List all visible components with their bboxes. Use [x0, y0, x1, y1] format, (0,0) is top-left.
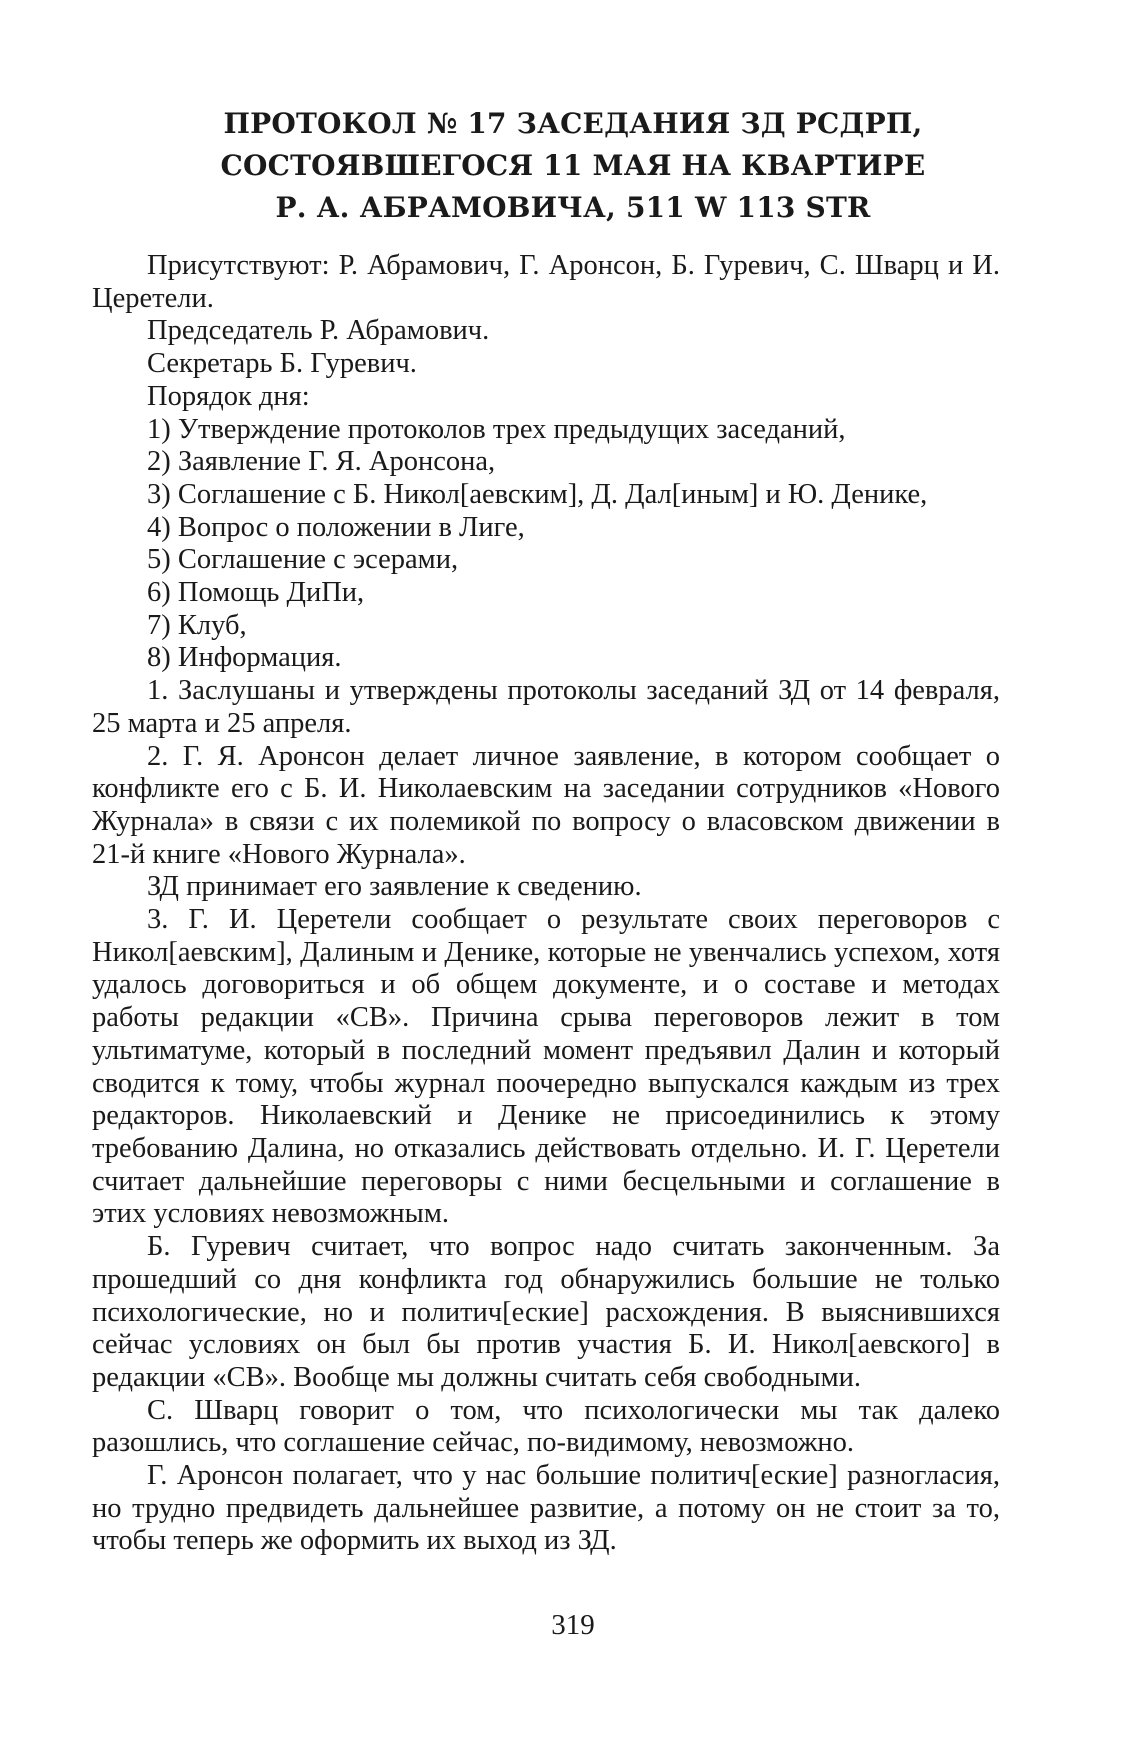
agenda-heading: Порядок дня: [147, 380, 310, 412]
document-body [92, 250, 1000, 1558]
agenda-item: 5) Соглашение с эсерами, [147, 544, 459, 576]
agenda-item: 6) Помощь ДиПи, [147, 577, 365, 609]
title-line: ПРОТОКОЛ № 17 ЗАСЕДАНИЯ ЗД РСДРП, [223, 107, 923, 140]
secretary-line: Секретарь Б. Гуревич. [147, 348, 417, 380]
page-number: 319 [551, 1609, 595, 1641]
title-line: Р. А. АБРАМОВИЧА, 511 W 113 STR [275, 191, 871, 224]
body-paragraph: ЗД принимает его заявление к сведению. [147, 871, 642, 903]
body-paragraph: Б. Гуревич считает, что вопрос надо считать законченным. За прошедший со дня конфликта год обнаружились большие не только психологические, но и политич[еские] расхождения. В выяснившихся сейчас условиях он был бы против участия Б. И. Никол[аевского] в редакции «СВ». Вообще мы должны считать себя свободными. [92, 1231, 1000, 1393]
agenda-item: 4) Вопрос о положении в Лиге, [147, 511, 525, 543]
body-paragraph: Г. Аронсон полагает, что у нас большие политич[еские] разногласия, но трудно предвидеть дальнейшее развитие, а потому он не стоит за то, чтобы теперь же оформить их выход из ЗД. [92, 1460, 1000, 1557]
agenda-item: 3) Соглашение с Б. Никол[аевским], Д. Дал[иным] и Ю. Денике, [147, 478, 928, 510]
agenda-item: 1) Утверждение протоколов трех предыдущих заседаний, [147, 413, 846, 445]
body-paragraph: 2. Г. Я. Аронсон делает личное заявление, в котором сообщает о конфликте его с Б. И. Николаевским на заседании сотрудников «Нового Журнала» в связи с их полемикой по вопросу о власовском движении в 21-й книге «Нового Журнала». [92, 740, 1000, 870]
attendees-paragraph: Присутствуют: Р. Абрамович, Г. Аронсон, Б. Гуревич, С. Шварц и И. Церетели. [92, 250, 1000, 314]
body-paragraph: С. Шварц говорит о том, что психологически мы так далеко разошлись, что соглашение сейчас, по-видимому, невозможно. [92, 1394, 1000, 1459]
agenda-item: 8) Информация. [147, 642, 342, 674]
agenda-item: 7) Клуб, [147, 609, 247, 641]
chairman-line: Председатель Р. Абрамович. [147, 315, 490, 347]
title-line: СОСТОЯВШЕГОСЯ 11 МАЯ НА КВАРТИРЕ [220, 149, 926, 182]
body-paragraph: 1. Заслушаны и утверждены протоколы заседаний ЗД от 14 февраля, 25 марта и 25 апреля. [92, 675, 1000, 739]
body-paragraph: 3. Г. И. Церетели сообщает о результате своих переговоров с Никол[аевским], Далиным и Денике, которые не увенчались успехом, хотя удалось договориться и об общем документе, и о составе и методах работы редакции «СВ». Причина срыва переговоров лежит в том ультиматуме, который в последний момент предъявил Далин и который сводится к тому, чтобы журнал поочередно выпускался каждым из трех редакторов. Николаевский и Денике не присоединились к этому требованию Далина, но отказались действовать отдельно. И. Г. Церетели считает дальнейшие переговоры с ними бесцельными и соглашение в этих условиях невозможным. [92, 904, 1000, 1230]
agenda-item: 2) Заявление Г. Я. Аронсона, [147, 446, 496, 478]
document-title [90, 103, 1056, 229]
